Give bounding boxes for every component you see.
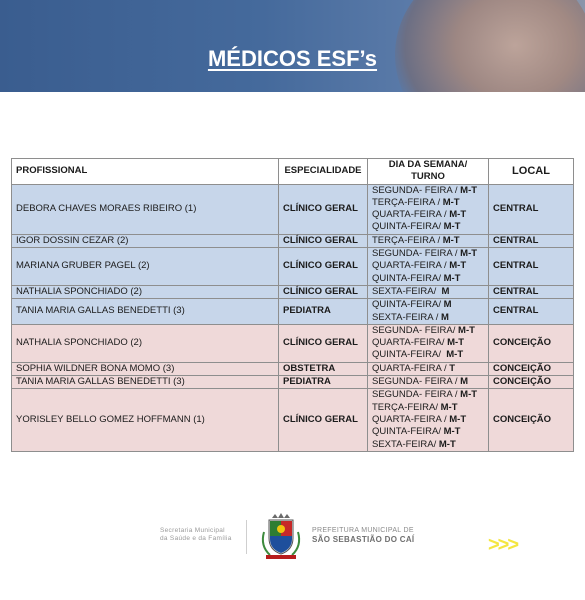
- page-title: MÉDICOS ESF’s: [207, 46, 378, 71]
- doctors-table: [11, 158, 574, 452]
- cell-local: CENTRAL: [489, 285, 574, 298]
- schedule-day: QUINTA-FEIRA/: [372, 299, 444, 311]
- schedule-line: [372, 426, 484, 438]
- schedule-line: [372, 209, 484, 221]
- schedule-day: QUARTA-FEIRA /: [372, 362, 450, 374]
- schedule-line: [372, 349, 484, 361]
- schedule-day: QUARTA-FEIRA /: [372, 413, 450, 425]
- schedule-shift: T: [449, 362, 456, 374]
- cell-local: CENTRAL: [489, 248, 574, 286]
- secretaria-line-2: da Saúde e da Família: [160, 535, 232, 542]
- schedule-shift: M-T: [447, 337, 465, 349]
- cell-profissional: DEBORA CHAVES MORAES RIBEIRO (1): [12, 184, 279, 234]
- cell-local: CONCEIÇÃO: [489, 376, 574, 389]
- schedule-line: [372, 389, 484, 401]
- cell-local: CENTRAL: [489, 299, 574, 325]
- schedule-line: [372, 376, 484, 388]
- schedule-day: TERÇA-FEIRA /: [372, 196, 443, 208]
- cell-especialidade: CLÍNICO GERAL: [279, 234, 368, 247]
- secretaria-text: [160, 527, 232, 543]
- schedule-shift: M-T: [458, 324, 475, 336]
- schedule-shift: M: [441, 285, 450, 297]
- schedule-day: QUARTA-FEIRA /: [372, 209, 450, 221]
- schedule-line: [372, 286, 484, 298]
- schedule-shift: M-T: [443, 221, 461, 233]
- cell-dia-turno: [368, 184, 489, 234]
- cell-profissional: TANIA MARIA GALLAS BENEDETTI (3): [12, 299, 279, 325]
- schedule-line: [372, 248, 484, 260]
- cell-profissional: SOPHIA WILDNER BONA MOMO (3): [12, 362, 279, 375]
- secretaria-line-1: Secretaria Municipal: [160, 527, 225, 534]
- schedule-shift: M-T: [442, 234, 460, 246]
- schedule-shift: M-T: [446, 349, 464, 361]
- cell-profissional: NATHALIA SPONCHIADO (2): [12, 324, 279, 362]
- schedule-shift: M: [440, 311, 449, 323]
- schedule-day: QUINTA-FEIRA/: [372, 272, 444, 284]
- schedule-line: [372, 235, 484, 247]
- schedule-shift: M-T: [460, 248, 478, 260]
- schedule-line: [372, 185, 484, 197]
- prefeitura-line-2: SÃO SEBASTIÃO DO CAÍ: [312, 535, 415, 544]
- cell-especialidade: CLÍNICO GERAL: [279, 184, 368, 234]
- header-local: LOCAL: [489, 159, 574, 185]
- header-dia-turno: DIA DA SEMANA/ TURNO: [368, 159, 489, 185]
- footer-divider: [246, 520, 247, 554]
- cell-dia-turno: [368, 248, 489, 286]
- cell-dia-turno: [368, 285, 489, 298]
- schedule-shift: M: [443, 299, 452, 311]
- schedule-line: [372, 414, 484, 426]
- schedule-day: SEGUNDA- FEIRA /: [372, 248, 461, 260]
- cell-profissional: IGOR DOSSIN CEZAR (2): [12, 234, 279, 247]
- cell-dia-turno: [368, 376, 489, 389]
- schedule-shift: M-T: [449, 260, 467, 272]
- schedule-shift: M-T: [443, 426, 461, 438]
- cell-especialidade: CLÍNICO GERAL: [279, 248, 368, 286]
- prefeitura-text: [312, 526, 414, 544]
- schedule-shift: M-T: [442, 196, 460, 208]
- schedule-day: SEGUNDA- FEIRA /: [372, 389, 461, 401]
- schedule-day: QUINTA-FEIRA/: [372, 221, 444, 233]
- cell-local: CONCEIÇÃO: [489, 362, 574, 375]
- next-arrows-icon[interactable]: >>>: [488, 534, 518, 556]
- schedule-shift: M-T: [440, 401, 458, 413]
- table-header-row: [12, 159, 574, 185]
- table-row: [12, 389, 574, 451]
- schedule-day: TERÇA-FEIRA /: [372, 234, 443, 246]
- cell-dia-turno: [368, 362, 489, 375]
- schedule-shift: M-T: [449, 413, 467, 425]
- cell-local: CONCEIÇÃO: [489, 324, 574, 362]
- header-profissional: PROFISSIONAL: [12, 159, 279, 185]
- table-row: [12, 376, 574, 389]
- cell-profissional: TANIA MARIA GALLAS BENEDETTI (3): [12, 376, 279, 389]
- table-row: [12, 299, 574, 325]
- schedule-shift: M-T: [443, 272, 461, 284]
- prefeitura-line-1: PREFEITURA MUNICIPAL DE: [312, 527, 414, 534]
- cell-profissional: YORISLEY BELLO GOMEZ HOFFMANN (1): [12, 389, 279, 451]
- header-especialidade: ESPECIALIDADE: [279, 159, 368, 185]
- schedule-line: [372, 197, 484, 209]
- cell-profissional: MARIANA GRUBER PAGEL (2): [12, 248, 279, 286]
- table-row: [12, 248, 574, 286]
- schedule-line: [372, 325, 484, 337]
- cell-especialidade: PEDIATRA: [279, 299, 368, 325]
- cell-local: CENTRAL: [489, 234, 574, 247]
- cell-dia-turno: [368, 299, 489, 325]
- cell-dia-turno: [368, 234, 489, 247]
- schedule-line: [372, 221, 484, 233]
- cell-especialidade: CLÍNICO GERAL: [279, 389, 368, 451]
- cell-especialidade: PEDIATRA: [279, 376, 368, 389]
- cell-dia-turno: [368, 389, 489, 451]
- table-body: [12, 184, 574, 451]
- schedule-shift: M-T: [460, 389, 478, 401]
- cell-dia-turno: [368, 324, 489, 362]
- table-row: [12, 285, 574, 298]
- cell-especialidade: CLÍNICO GERAL: [279, 324, 368, 362]
- schedule-day: QUINTA-FEIRA/: [372, 349, 447, 361]
- schedule-day: QUARTA-FEIRA/: [372, 337, 448, 349]
- schedule-line: [372, 439, 484, 451]
- schedule-line: [372, 299, 484, 311]
- schedule-line: [372, 337, 484, 349]
- schedule-day: QUINTA-FEIRA/: [372, 426, 444, 438]
- cell-local: CONCEIÇÃO: [489, 389, 574, 451]
- schedule-day: QUARTA-FEIRA /: [372, 260, 450, 272]
- schedule-day: SEXTA-FEIRA /: [372, 311, 441, 323]
- footer: [0, 512, 585, 572]
- schedule-day: TERÇA-FEIRA/: [372, 401, 441, 413]
- cell-local: CENTRAL: [489, 184, 574, 234]
- municipal-crest-icon: [256, 512, 306, 562]
- table-row: [12, 234, 574, 247]
- cell-profissional: NATHALIA SPONCHIADO (2): [12, 285, 279, 298]
- schedule-shift: M-T: [438, 438, 456, 450]
- schedule-line: [372, 363, 484, 375]
- schedule-line: [372, 273, 484, 285]
- schedule-day: SEGUNDA- FEIRA /: [372, 184, 461, 196]
- schedule-day: SEXTA-FEIRA/: [372, 438, 439, 450]
- header-banner: [0, 0, 585, 92]
- schedule-day: SEXTA-FEIRA/: [372, 285, 442, 297]
- table-row: [12, 324, 574, 362]
- schedule-line: [372, 260, 484, 272]
- schedule-day: SEGUNDA- FEIRA/: [372, 324, 459, 336]
- schedule-shift: M: [460, 376, 469, 388]
- schedule-day: SEGUNDA- FEIRA /: [372, 376, 461, 388]
- table-row: [12, 362, 574, 375]
- cell-especialidade: CLÍNICO GERAL: [279, 285, 368, 298]
- table-row: [12, 184, 574, 234]
- schedule-shift: M-T: [449, 209, 467, 221]
- cell-especialidade: OBSTETRA: [279, 362, 368, 375]
- schedule-line: [372, 312, 484, 324]
- schedule-line: [372, 402, 484, 414]
- schedule-shift: M-T: [460, 184, 478, 196]
